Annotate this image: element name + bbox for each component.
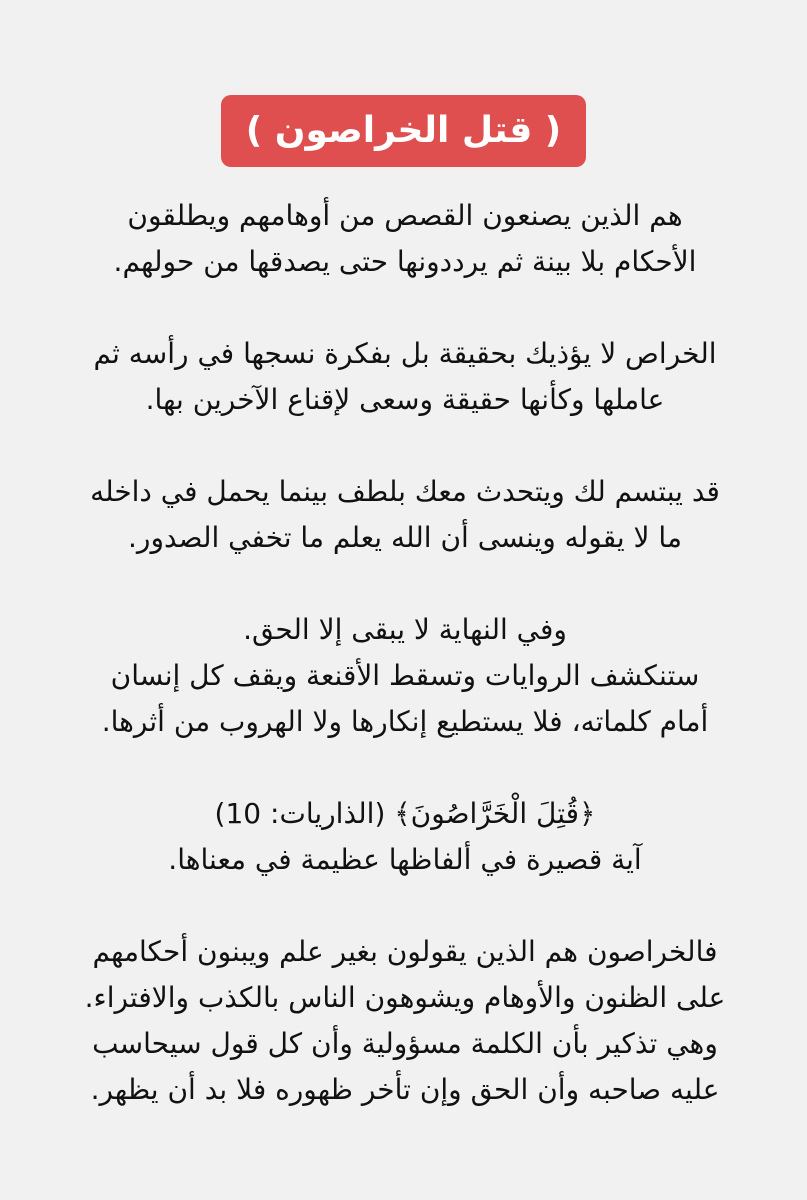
paragraph-1 xyxy=(60,193,750,285)
title-badge xyxy=(221,95,586,167)
text-line: على الظنون والأوهام ويشوهون الناس بالكذب والافتراء. xyxy=(84,981,726,1014)
text-line: هم الذين يصنعون القصص من أوهامهم ويطلقون xyxy=(127,199,683,232)
paragraph-4 xyxy=(60,607,750,745)
text-line: قد يبتسم لك ويتحدث معك بلطف بينما يحمل في داخله xyxy=(90,475,720,508)
verse-line: ﴿قُتِلَ الْخَرَّاصُونَ﴾ (الذاريات: 10) xyxy=(214,797,596,830)
paragraph-3 xyxy=(60,469,750,561)
text-line: وهي تذكير بأن الكلمة مسؤولية وأن كل قول سيحاسب xyxy=(92,1027,718,1060)
text-line: ما لا يقوله وينسى أن الله يعلم ما تخفي الصدور. xyxy=(128,521,682,554)
text-line: آية قصيرة في ألفاظها عظيمة في معناها. xyxy=(168,843,642,876)
paragraph-5-verse xyxy=(60,791,750,883)
page-title: ( قتل الخراصون ) xyxy=(245,110,562,151)
paragraph-2 xyxy=(60,331,750,423)
text-line: الأحكام بلا بينة ثم يرددونها حتى يصدقها من حولهم. xyxy=(113,245,697,278)
article-body xyxy=(60,193,750,1113)
text-line: أمام كلماته، فلا يستطيع إنكارها ولا الهروب من أثرها. xyxy=(101,705,709,738)
text-line: ستنكشف الروايات وتسقط الأقنعة ويقف كل إنسان xyxy=(110,659,700,692)
text-line: عليه صاحبه وأن الحق وإن تأخر ظهوره فلا بد أن يظهر. xyxy=(90,1073,720,1106)
text-line: عاملها وكأنها حقيقة وسعى لإقناع الآخرين بها. xyxy=(145,383,665,416)
text-line: فالخراصون هم الذين يقولون بغير علم ويبنون أحكامهم xyxy=(92,935,718,968)
text-line: وفي النهاية لا يبقى إلا الحق. xyxy=(243,613,567,646)
paragraph-6 xyxy=(60,929,750,1113)
text-line: الخراص لا يؤذيك بحقيقة بل بفكرة نسجها في رأسه ثم xyxy=(93,337,717,370)
